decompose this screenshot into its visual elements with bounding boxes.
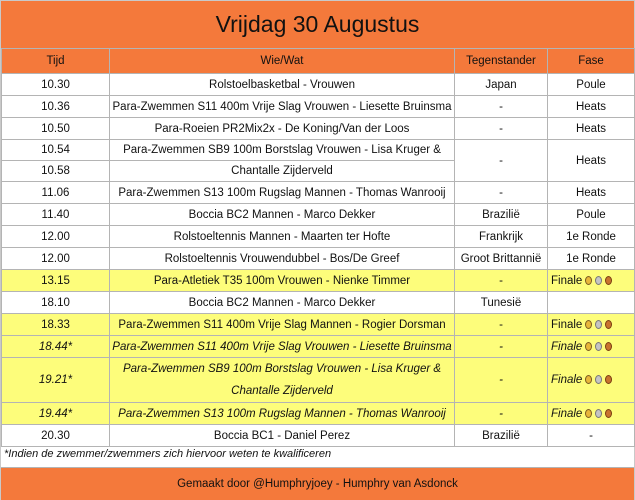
cell-tijd: 20.30 xyxy=(2,425,110,447)
cell-fase: Heats xyxy=(548,96,635,118)
cell-wie: Para-Zwemmen S13 100m Rugslag Mannen - Thomas Wanrooij xyxy=(110,403,455,425)
header-tegenstander: Tegenstander xyxy=(455,49,548,74)
table-row xyxy=(2,226,635,248)
cell-tegen: - xyxy=(455,140,548,182)
cell-tegen: - xyxy=(455,96,548,118)
table-row-final xyxy=(2,336,635,358)
gold-medal-icon xyxy=(585,375,592,384)
cell-tijd: 18.10 xyxy=(2,292,110,314)
cell-wie: Para-Zwemmen SB9 100m Borstslag Vrouwen - Lisa Kruger & xyxy=(110,140,455,161)
cell-tijd: 19.44* xyxy=(2,403,110,425)
cell-fase xyxy=(548,358,635,403)
table-row xyxy=(2,74,635,96)
cell-fase: Heats xyxy=(548,118,635,140)
gold-medal-icon xyxy=(585,409,592,418)
cell-tegen: Tunesië xyxy=(455,292,548,314)
cell-wie: Para-Roeien PR2Mix2x - De Koning/Van der Loos xyxy=(110,118,455,140)
cell-wie: Rolstoelbasketbal - Vrouwen xyxy=(110,74,455,96)
cell-tijd: 18.44* xyxy=(2,336,110,358)
cell-wie: Boccia BC1 - Daniel Perez xyxy=(110,425,455,447)
cell-tijd: 19.21* xyxy=(2,358,110,403)
cell-tegen: Brazilië xyxy=(455,425,548,447)
table-row xyxy=(2,292,635,314)
cell-wie: Para-Zwemmen S11 400m Vrije Slag Mannen - Rogier Dorsman xyxy=(110,314,455,336)
gold-medal-icon xyxy=(585,342,592,351)
table-row xyxy=(2,425,635,447)
cell-wie: Para-Zwemmen S11 400m Vrije Slag Vrouwen - Liesette Bruinsma xyxy=(110,96,455,118)
bronze-medal-icon xyxy=(605,342,612,351)
cell-tijd: 12.00 xyxy=(2,248,110,270)
page-title: Vrijdag 30 Augustus xyxy=(1,1,634,49)
bronze-medal-icon xyxy=(605,320,612,329)
silver-medal-icon xyxy=(595,375,602,384)
cell-fase: Heats xyxy=(548,140,635,182)
header-tijd: Tijd xyxy=(2,49,110,74)
cell-tegen: - xyxy=(455,403,548,425)
bronze-medal-icon xyxy=(605,276,612,285)
cell-fase: 1e Ronde xyxy=(548,248,635,270)
cell-tijd: 10.30 xyxy=(2,74,110,96)
table-header-row xyxy=(2,49,635,74)
table-row-final xyxy=(2,403,635,425)
cell-wie: Boccia BC2 Mannen - Marco Dekker xyxy=(110,292,455,314)
cell-tijd: 10.58 xyxy=(2,161,110,182)
cell-tegen: Groot Brittannië xyxy=(455,248,548,270)
cell-tijd: 11.40 xyxy=(2,204,110,226)
table-row xyxy=(2,248,635,270)
cell-fase: Heats xyxy=(548,182,635,204)
cell-wie xyxy=(110,358,455,403)
cell-wie: Rolstoeltennis Vrouwendubbel - Bos/De Greef xyxy=(110,248,455,270)
cell-tegen: - xyxy=(455,270,548,292)
cell-tegen: - xyxy=(455,358,548,403)
cell-tijd: 13.15 xyxy=(2,270,110,292)
footer-credit: Gemaakt door @Humphryjoey - Humphry van Asdonck xyxy=(1,467,634,500)
table-row-final xyxy=(2,314,635,336)
silver-medal-icon xyxy=(595,276,602,285)
cell-tegen: - xyxy=(455,118,548,140)
cell-wie-line1: Para-Zwemmen SB9 100m Borstslag Vrouwen - Lisa Kruger & xyxy=(122,363,442,375)
fase-label: Finale xyxy=(551,340,583,353)
cell-tijd: 11.06 xyxy=(2,182,110,204)
cell-fase: Poule xyxy=(548,204,635,226)
cell-wie-line2: Chantalle Zijderveld xyxy=(231,385,333,397)
cell-fase: Poule xyxy=(548,74,635,96)
cell-wie: Para-Zwemmen S13 100m Rugslag Mannen - Thomas Wanrooij xyxy=(110,182,455,204)
cell-fase xyxy=(548,403,635,425)
cell-fase: 1e Ronde xyxy=(548,226,635,248)
table-row xyxy=(2,96,635,118)
fase-label: Finale xyxy=(551,407,583,420)
cell-tegen: - xyxy=(455,336,548,358)
fase-label: Finale xyxy=(551,374,583,386)
cell-tijd: 18.33 xyxy=(2,314,110,336)
gold-medal-icon xyxy=(585,276,592,285)
table-row xyxy=(2,140,635,161)
table-row-final xyxy=(2,358,635,403)
bronze-medal-icon xyxy=(605,375,612,384)
schedule-table xyxy=(1,48,635,447)
header-wie-wat: Wie/Wat xyxy=(110,49,455,74)
header-fase: Fase xyxy=(548,49,635,74)
cell-fase xyxy=(548,270,635,292)
cell-fase: - xyxy=(548,425,635,447)
table-row xyxy=(2,182,635,204)
bronze-medal-icon xyxy=(605,409,612,418)
table-row-final xyxy=(2,270,635,292)
cell-wie: Para-Atletiek T35 100m Vrouwen - Nienke Timmer xyxy=(110,270,455,292)
silver-medal-icon xyxy=(595,320,602,329)
cell-wie: Rolstoeltennis Mannen - Maarten ter Hofte xyxy=(110,226,455,248)
cell-tegen: Frankrijk xyxy=(455,226,548,248)
table-row xyxy=(2,118,635,140)
cell-tijd: 12.00 xyxy=(2,226,110,248)
cell-wie: Chantalle Zijderveld xyxy=(110,161,455,182)
fase-label: Finale xyxy=(551,274,583,287)
cell-wie: Boccia BC2 Mannen - Marco Dekker xyxy=(110,204,455,226)
cell-tijd: 10.54 xyxy=(2,140,110,161)
cell-fase xyxy=(548,336,635,358)
cell-tegen: Brazilië xyxy=(455,204,548,226)
cell-wie: Para-Zwemmen S11 400m Vrije Slag Vrouwen - Liesette Bruinsma xyxy=(110,336,455,358)
cell-tijd: 10.50 xyxy=(2,118,110,140)
fase-label: Finale xyxy=(551,318,583,331)
gold-medal-icon xyxy=(585,320,592,329)
cell-fase xyxy=(548,292,635,314)
cell-tegen: Japan xyxy=(455,74,548,96)
silver-medal-icon xyxy=(595,342,602,351)
cell-tegen: - xyxy=(455,182,548,204)
cell-tegen: - xyxy=(455,314,548,336)
qualification-note: *Indien de zwemmer/zwemmers zich hiervoor weten te kwalificeren xyxy=(4,448,332,460)
cell-fase xyxy=(548,314,635,336)
silver-medal-icon xyxy=(595,409,602,418)
table-row xyxy=(2,204,635,226)
cell-tijd: 10.36 xyxy=(2,96,110,118)
